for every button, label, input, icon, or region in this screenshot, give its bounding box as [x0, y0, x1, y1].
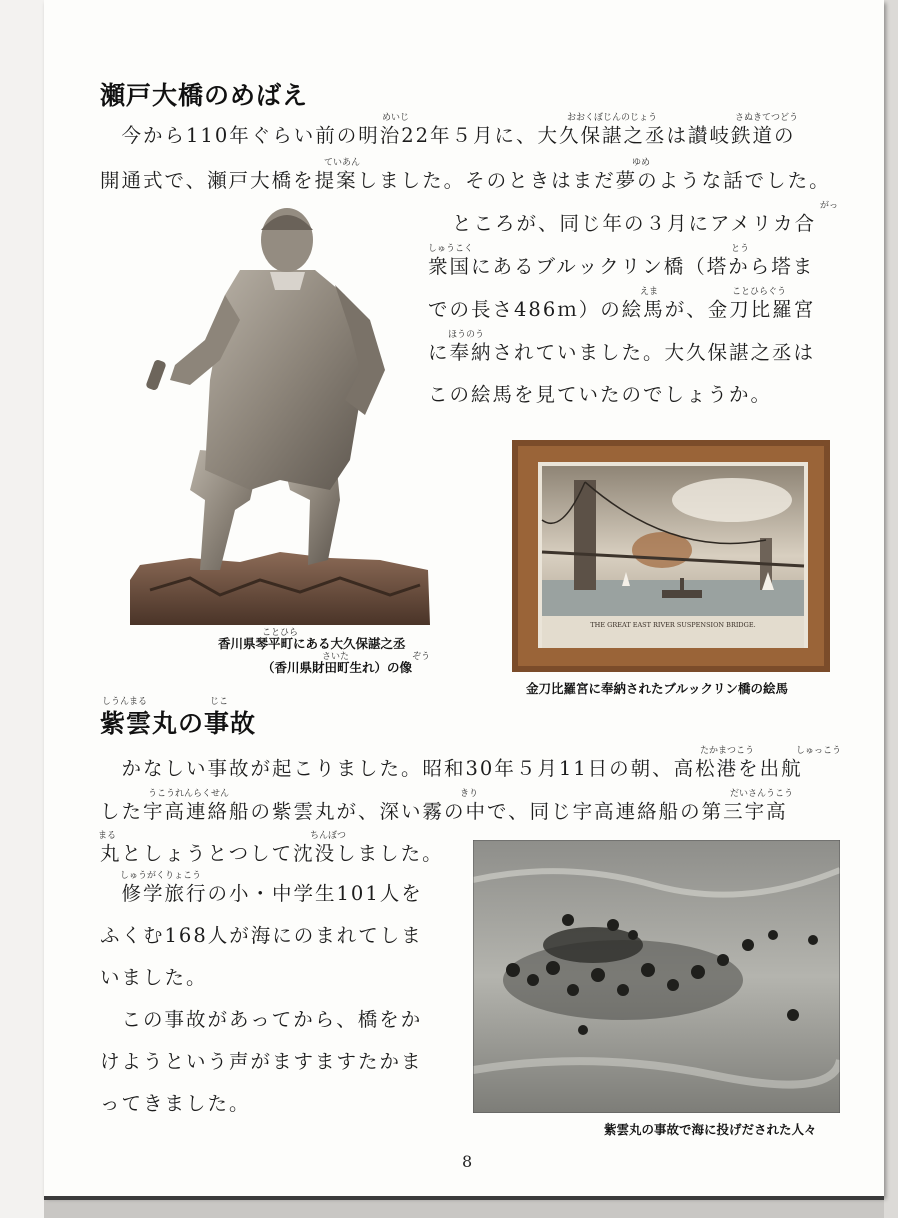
paragraph-line: ふくむ168人が海にのまれてしま: [100, 924, 423, 947]
paragraph-line: 衆国にあるブルックリン橋（塔から塔ま: [428, 255, 815, 278]
ruby-shiunmaru: しうんまる: [102, 697, 148, 707]
ruby-shugoku: しゅうこく: [428, 244, 474, 254]
paragraph-line: 開通式で、瀬戸大橋を提案しました。そのときはまだ夢のような話でした。: [100, 169, 831, 192]
ruby-daisan: だいさんうこう: [730, 789, 794, 799]
ruby-ema: えま: [640, 287, 659, 297]
paragraph-line: 修学旅行の小・中学生101人を: [100, 882, 423, 905]
section-title-shiunmaru: 紫雲丸の事故: [100, 709, 257, 738]
statue-caption-line2: （香川県財田町生れ）の像: [262, 660, 413, 675]
paragraph-line: ってきました。: [100, 1092, 251, 1115]
ruby-chinbotsu: ちんぼつ: [310, 831, 347, 841]
accident-photo-caption: 紫雲丸の事故で海に投げだされた人々: [604, 1122, 817, 1137]
paragraph-line: 丸としょうとつして沈没しました。: [100, 842, 444, 865]
ruby-saita: さいた: [322, 652, 350, 662]
ruby-tou: とう: [731, 244, 750, 254]
ruby-jiko: じこ: [210, 697, 229, 707]
page-bottom-edge: [44, 1196, 884, 1200]
statue-photo: [130, 200, 430, 625]
ruby-zou: ぞう: [412, 652, 431, 662]
shiunmaru-accident-photo: [473, 840, 840, 1113]
ruby-teian: ていあん: [324, 158, 361, 168]
paragraph-line: での長さ486ｍ）の絵馬が、金刀比羅宮: [428, 298, 816, 321]
ruby-yume: ゆめ: [632, 158, 651, 168]
section-title-seto-bridge: 瀬戸大橋のめばえ: [100, 81, 309, 110]
paragraph-line: けようという声がますますたかま: [100, 1050, 423, 1073]
statue-caption-line1: 香川県琴平町にある大久保諶之丞: [218, 636, 406, 651]
painting-caption: 金刀比羅宮に奉納されたブルックリン橋の絵馬: [526, 681, 789, 696]
ruby-shugaku: しゅうがくりょこう: [120, 871, 202, 881]
page-binding-edge: [0, 0, 44, 1218]
ruby-maru: まる: [98, 831, 117, 841]
ruby-okubo: おおくぼじんのじょう: [567, 113, 658, 123]
ruby-sanuki: さぬきてつどう: [735, 113, 799, 123]
ruby-kotohira: ことひらぐう: [732, 287, 787, 297]
paragraph-line: いました。: [100, 966, 208, 989]
paragraph-line: かなしい事故が起こりました。昭和30年５月11日の朝、高松港を出航: [100, 757, 803, 780]
page-number: 8: [462, 1152, 473, 1171]
ruby-shukko: しゅっこう: [796, 746, 842, 756]
ruby-kotohira-town: ことひら: [262, 628, 299, 638]
ruby-kiri: きり: [460, 789, 479, 799]
ruby-meiji: めいじ: [382, 113, 410, 123]
paragraph-line: に奉納されていました。大久保諶之丞は: [428, 341, 816, 364]
page-right-edge: [884, 0, 898, 1218]
ruby-takamatsu: たかまつこう: [700, 746, 755, 756]
paragraph-line: ところが、同じ年の３月にアメリカ合: [452, 212, 817, 235]
paragraph-line: この絵馬を見ていたのでしょうか。: [428, 383, 773, 406]
paragraph-line: した宇高連絡船の紫雲丸が、深い霧の中で、同じ宇高連絡船の第三宇高: [100, 800, 788, 823]
paragraph-line: 今から110年ぐらい前の明治22年５月に、大久保諶之丞は讃岐鉄道の: [100, 124, 796, 147]
brooklyn-bridge-ema-photo: [512, 440, 830, 672]
paragraph-line: この事故があってから、橋をか: [100, 1008, 423, 1031]
ruby-uko: うこうれんらくせん: [148, 789, 230, 799]
painting-inscription: THE GREAT EAST RIVER SUSPENSION BRIDGE.: [590, 621, 756, 629]
ruby-hounou: ほうのう: [448, 330, 485, 340]
ruby-gasshu: がっ: [820, 201, 839, 211]
